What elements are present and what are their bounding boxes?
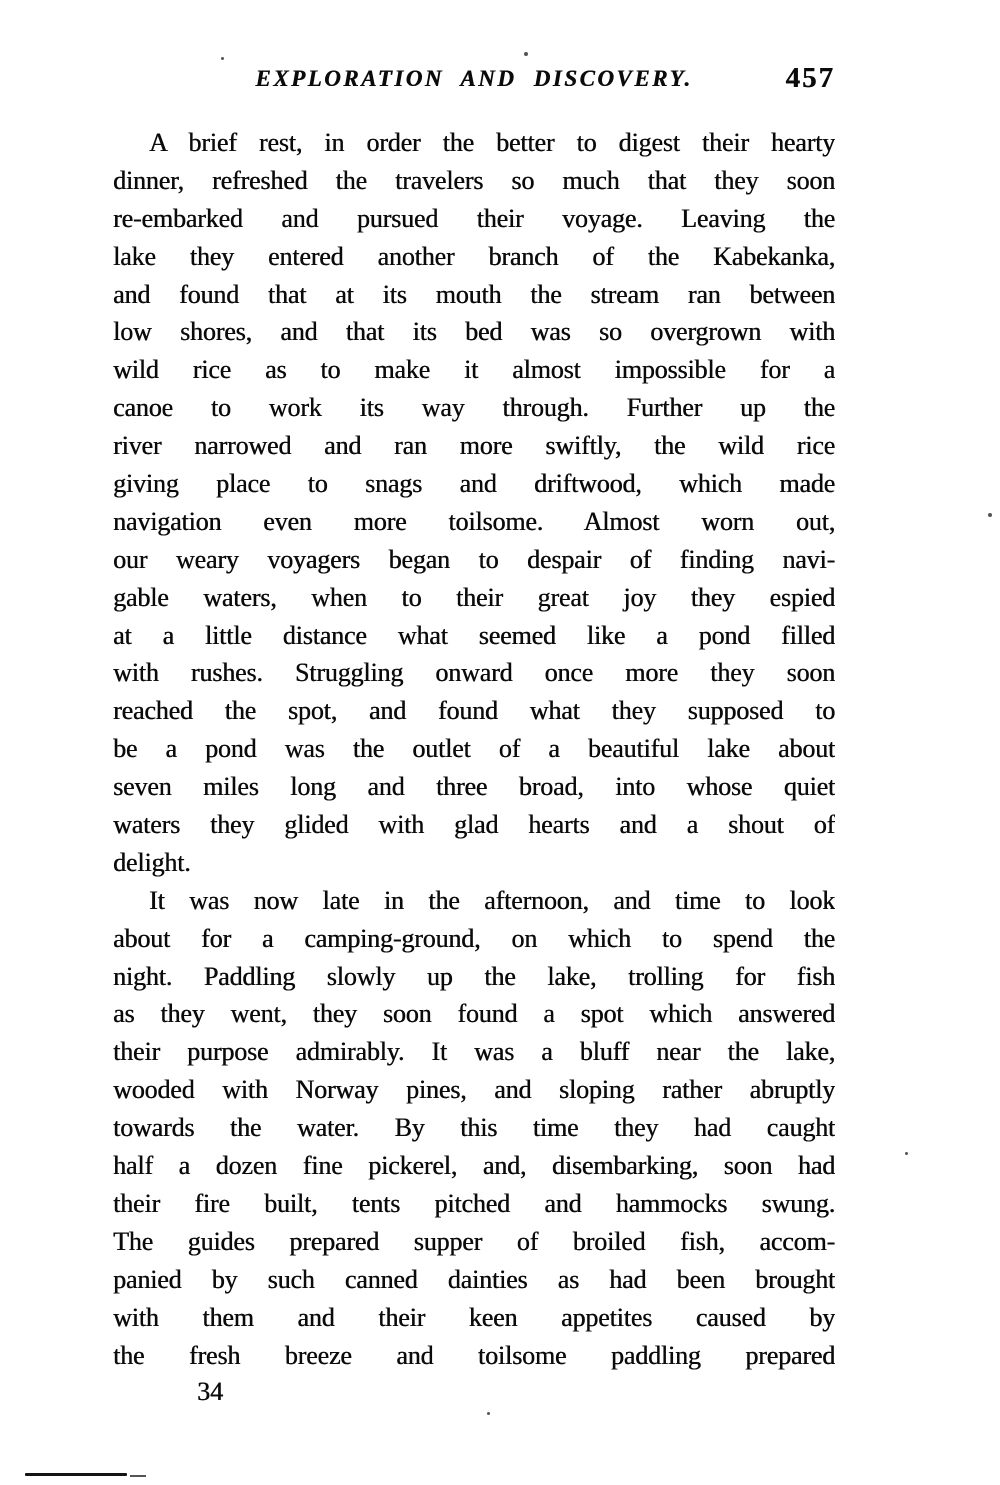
text-line: be a pond was the outlet of a beautiful lake about bbox=[113, 734, 835, 764]
text-line: night. Paddling slowly up the lake, trolling for fish bbox=[113, 961, 835, 991]
running-title: EXPLORATION AND DISCOVERY. bbox=[255, 66, 693, 91]
text-line: their purpose admirably. It was a bluff near the lake, bbox=[113, 1037, 835, 1067]
text-line: navigation even more toilsome. Almost worn out, bbox=[113, 506, 835, 536]
text-line: lake they entered another branch of the Kabekanka, bbox=[113, 241, 835, 271]
text-line: towards the water. By this time they had caught bbox=[113, 1113, 835, 1143]
scan-speck bbox=[487, 1412, 490, 1415]
signature-mark: 34 bbox=[197, 1377, 223, 1406]
text-line: with them and their keen appetites caused by bbox=[113, 1302, 835, 1332]
text-line: reached the spot, and found what they supposed to bbox=[113, 696, 835, 726]
text-line: wooded with Norway pines, and sloping rather abruptly bbox=[113, 1075, 835, 1105]
text-line: low shores, and that its bed was so overgrown with bbox=[113, 317, 835, 347]
text-line: The guides prepared supper of broiled fish, accom- bbox=[113, 1226, 835, 1256]
scan-speck bbox=[221, 57, 224, 60]
scan-speck bbox=[905, 1152, 908, 1155]
text-line: with rushes. Struggling onward once more they soon bbox=[113, 658, 835, 688]
text-line: canoe to work its way through. Further up the bbox=[113, 393, 835, 423]
text-line: It was now late in the afternoon, and time to look bbox=[149, 885, 835, 915]
text-line: re-embarked and pursued their voyage. Leaving the bbox=[113, 203, 835, 233]
scan-artifact-dash bbox=[130, 1475, 146, 1477]
text-line: delight. bbox=[113, 847, 191, 877]
text-line: about for a camping-ground, on which to spend the bbox=[113, 923, 835, 953]
text-line: as they went, they soon found a spot which answered bbox=[113, 999, 835, 1029]
text-line: river narrowed and ran more swiftly, the wild rice bbox=[113, 431, 835, 461]
text-line: seven miles long and three broad, into whose quiet bbox=[113, 772, 835, 802]
text-line: our weary voyagers began to despair of finding navi- bbox=[113, 544, 835, 574]
text-line: gable waters, when to their great joy they espied bbox=[113, 582, 835, 612]
page-number: 457 bbox=[785, 62, 835, 94]
text-line: and found that at its mouth the stream ran between bbox=[113, 279, 835, 309]
scan-speck bbox=[988, 513, 992, 517]
text-line: giving place to snags and driftwood, which made bbox=[113, 469, 835, 499]
page-header bbox=[113, 62, 835, 102]
text-line: dinner, refreshed the travelers so much that they soon bbox=[113, 165, 835, 195]
text-line: at a little distance what seemed like a pond filled bbox=[113, 620, 835, 650]
text-line: half a dozen fine pickerel, and, disembarking, soon had bbox=[113, 1151, 835, 1181]
scan-speck bbox=[524, 52, 528, 56]
text-line: A brief rest, in order the better to digest their hearty bbox=[149, 128, 835, 157]
text-line: waters they glided with glad hearts and a shout of bbox=[113, 810, 835, 840]
page-body bbox=[113, 124, 835, 1374]
text-line: panied by such canned dainties as had been brought bbox=[113, 1264, 835, 1294]
text-line: their fire built, tents pitched and hammocks swung. bbox=[113, 1188, 835, 1218]
text-line: wild rice as to make it almost impossible for a bbox=[113, 355, 835, 385]
scan-artifact-line bbox=[25, 1473, 127, 1476]
text-line: the fresh breeze and toilsome paddling prepared bbox=[113, 1340, 835, 1370]
